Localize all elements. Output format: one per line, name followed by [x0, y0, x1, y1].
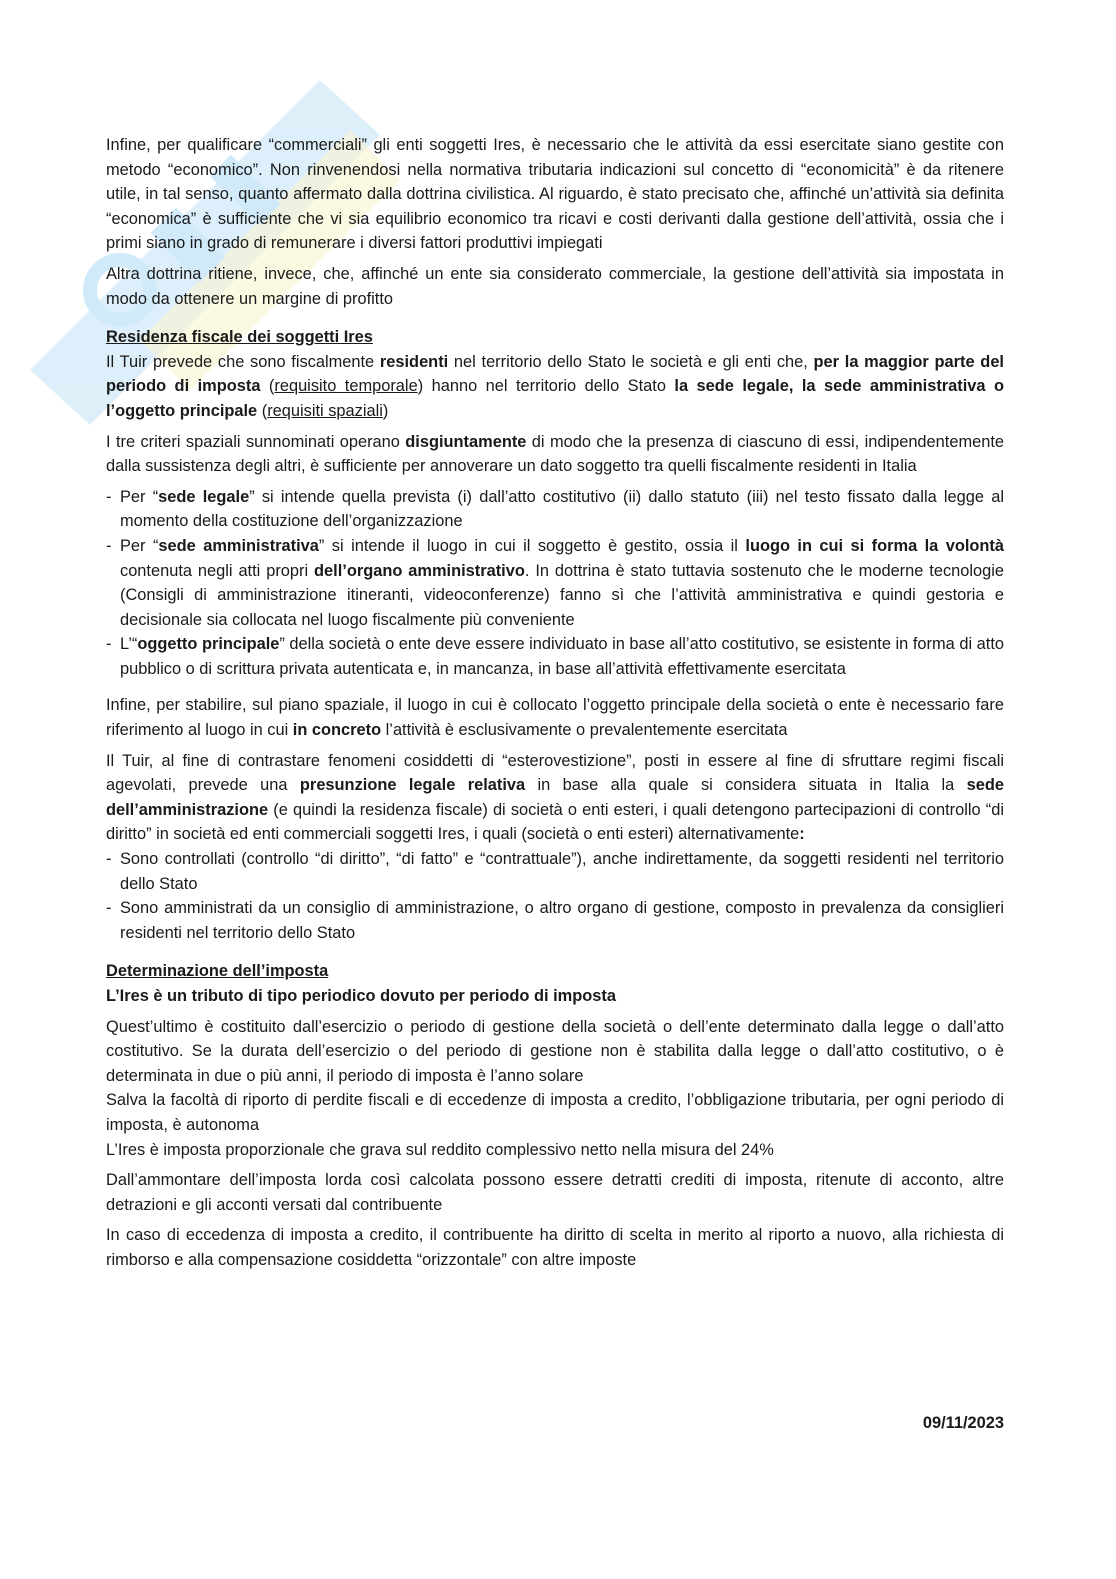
paragraph: Il Tuir, al fine di contrastare fenomeni cosiddetti di “esterovestizione”, posti in essere al fine di sfruttare regimi fiscali agevolati, prevede una presunzione legale relativa in base alla quale si considera situata in Italia la sede dell’amministrazione (e quindi la residenza fiscale) di società o enti esteri, i quali detengono partecipazioni di controllo “di diritto” in società ed enti commerciali soggetti Ires, i quali (società o enti esteri) alternativamente: — [106, 751, 1004, 844]
paragraph: Quest’ultimo è costituito dall’esercizio o periodo di gestione della società o dell’ente determinato dalla legge o dall’atto costitutivo. Se la durata dell’esercizio o del periodo di gestione non è stabilita dalla legge o dall’atto costitutivo, o è determinata in due o più anni, il periodo di imposta è l’anno solare — [106, 1017, 1004, 1085]
criteria-list — [106, 485, 1004, 682]
paragraph: L’Ires è imposta proporzionale che grava sul reddito complessivo netto nella misura del 24% — [106, 1140, 774, 1159]
document-date: 09/11/2023 — [922, 1414, 1004, 1432]
paragraph: Infine, per stabilire, sul piano spaziale, il luogo in cui è collocato l’oggetto principale della società o ente è necessario fare riferimento al luogo in cui in concreto l’attività è esclusivamente o prevalentemente esercitata — [106, 696, 1004, 740]
paragraph: Il Tuir prevede che sono fiscalmente residenti nel territorio dello Stato le società e gli enti che, per la maggior parte del periodo di imposta (requisito temporale) hanno nel territorio dello Stato la sede legale, la sede amministrativa o l’oggetto principale (requisiti spaziali) — [106, 352, 1005, 420]
conditions-list — [106, 847, 1004, 945]
paragraph: Dall’ammontare dell’imposta lorda così calcolata possono essere detratti crediti di imposta, ritenute di acconto, altre detrazioni e gli acconti versati dal contribuente — [106, 1171, 1004, 1214]
paragraph: Altra dottrina ritiene, invece, che, affinché un ente sia considerato commerciale, la gestione dell’attività sia impostata in modo da ottenere un margine di profitto — [106, 264, 1004, 308]
list-item: - Per “sede legale” si intende quella prevista (i) dall’atto costitutivo (ii) dallo statuto (iii) nel testo fissato dalla legge al momento della costituzione dell’organizzazione — [106, 485, 1004, 534]
paragraph: Infine, per qualificare “commerciali” gli enti soggetti Ires, è necessario che le attività da essi esercitate siano gestite con metodo “economico”. Non rinvenendosi nella normativa tributaria indicazioni sul concetto di “economicità” è da ritenere utile, in tal senso, quanto affermato dalla dottrina civilistica. Al riguardo, è stato precisato che, affinché un’attività sia definita “economica” è sufficiente che vi sia equilibrio economico tra ricavi e costi derivanti dalla gestione dell’attività, ossia che i primi siano in grado di remunerare i diversi fattori produttivi impiegati — [106, 136, 1004, 253]
section-heading: Determinazione dell’imposta — [106, 962, 329, 981]
paragraph: Salva la facoltà di riporto di perdite fiscali e di eccedenze di imposta a credito, l’obbligazione tributaria, per ogni periodo di imposta, è autonoma — [106, 1091, 1004, 1134]
list-item: - Sono controllati (controllo “di diritto”, “di fatto” e “contrattuale”), anche indirettamente, da soggetti residenti nel territorio dello Stato — [106, 847, 1004, 896]
subheading: L’Ires è un tributo di tipo periodico dovuto per periodo di imposta — [106, 987, 616, 1005]
list-item: - Per “sede amministrativa” si intende il luogo in cui il soggetto è gestito, ossia il luogo in cui si forma la volontà contenuta negli atti propri dell’organo amministrativo. In dottrina è stato tuttavia sostenuto che le moderne tecnologie (Consigli di amministrazione itineranti, videoconferenze) fanno sì che l’attività amministrativa e quindi gestoria e decisionale sia collocata nel luogo fiscalmente più conveniente — [106, 534, 1004, 632]
list-item: - Sono amministrati da un consiglio di amministrazione, o altro organo di gestione, composto in prevalenza da consiglieri residenti nel territorio dello Stato — [106, 896, 1004, 945]
list-item: - L’“oggetto principale” della società o ente deve essere individuato in base all’atto costitutivo, se esistente in forma di atto pubblico o di scrittura privata autenticata e, in mancanza, in base all’attività effettivamente esercitata — [106, 632, 1004, 681]
paragraph: I tre criteri spaziali sunnominati operano disgiuntamente di modo che la presenza di ciascuno di essi, indipendentemente dalla sussistenza degli altri, è sufficiente per annoverare un dato soggetto tra quelli fiscalmente residenti in Italia — [106, 432, 1005, 476]
paragraph: In caso di eccedenza di imposta a credito, il contribuente ha diritto di scelta in merito al riporto a nuovo, alla richiesta di rimborso e alla compensazione cosiddetta “orizzontale” con altre imposte — [106, 1226, 1004, 1269]
section-heading: Residenza fiscale dei soggetti Ires — [106, 328, 373, 347]
document-page — [106, 133, 1004, 1273]
